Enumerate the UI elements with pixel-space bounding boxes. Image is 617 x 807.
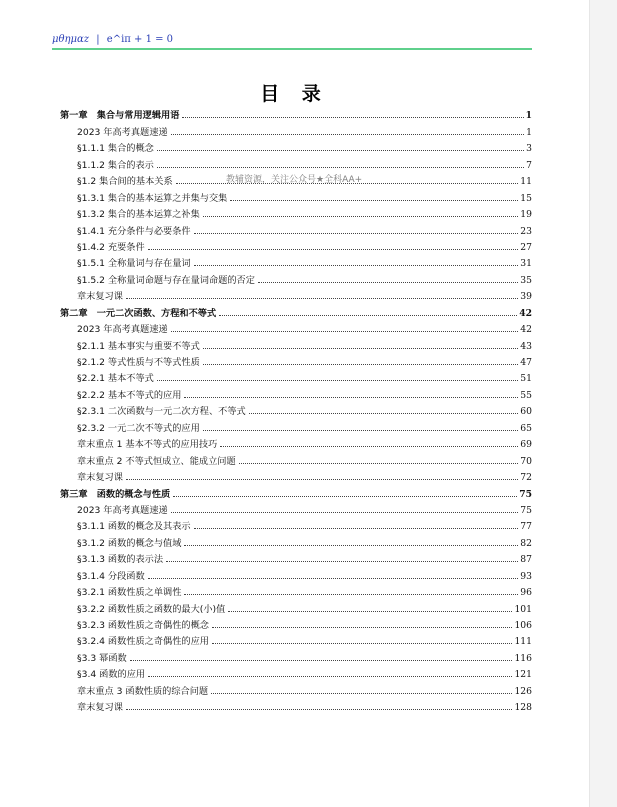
toc-entry-label: 第一章 集合与常用逻辑用语 — [60, 110, 180, 122]
dot-leader — [194, 528, 519, 529]
dot-leader — [166, 561, 518, 562]
toc-entry-label: §3.2.4 函数性质之奇偶性的应用 — [77, 636, 209, 648]
dot-leader — [220, 446, 518, 447]
toc-section-entry[interactable] — [60, 450, 532, 466]
toc-entry-label: §2.2.2 基本不等式的应用 — [77, 389, 182, 401]
dot-leader — [171, 331, 519, 332]
toc-entry-label: §1.5.2 全称量词命题与存在量词命题的否定 — [77, 274, 255, 286]
toc-entry-label: §1.4.2 充要条件 — [77, 241, 145, 253]
header-brand: μθημαz — [52, 34, 90, 45]
dot-leader — [148, 676, 512, 677]
toc-page-number: 7 — [526, 159, 532, 171]
toc-page-number: 1 — [525, 110, 532, 122]
dot-leader — [212, 643, 512, 644]
toc-section-entry[interactable] — [60, 434, 532, 450]
header-separator: | — [96, 34, 100, 45]
dot-leader — [148, 249, 519, 250]
toc-page-number: 42 — [520, 324, 532, 336]
toc-section-entry[interactable] — [60, 565, 532, 581]
toc-page-number: 47 — [520, 357, 532, 368]
dot-leader — [211, 693, 512, 694]
toc-page-number: 15 — [520, 192, 532, 204]
dot-leader — [171, 512, 519, 513]
dot-leader — [258, 282, 518, 283]
toc-section-entry[interactable] — [60, 138, 532, 154]
toc-page-number: 51 — [520, 373, 532, 385]
toc-entry-label: §3.2.3 函数性质之奇偶性的概念 — [77, 620, 209, 631]
toc-entry-label: §2.1.1 基本事实与重要不等式 — [77, 340, 200, 352]
toc-entry-label: §1.2 集合间的基本关系 — [77, 176, 173, 188]
toc-section-entry[interactable] — [60, 319, 532, 335]
toc-entry-label: 第三章 函数的概念与性质 — [60, 488, 171, 500]
header-rule — [52, 48, 532, 50]
toc-page-number: 60 — [520, 406, 532, 418]
toc-page-number: 75 — [519, 488, 532, 500]
toc-section-entry[interactable] — [60, 467, 532, 483]
toc-section-entry[interactable] — [60, 368, 532, 384]
scrollbar[interactable] — [589, 0, 617, 807]
toc-entry-label: §3.1.4 分段函数 — [77, 570, 145, 582]
dot-leader — [157, 380, 518, 381]
toc-page-number: 101 — [514, 603, 532, 615]
dot-leader — [194, 233, 519, 234]
toc-page-number: 116 — [514, 652, 532, 664]
toc-entry-label: 2023 年高考真题速递 — [77, 126, 168, 138]
toc-entry-label: 第二章 一元二次函数、方程和不等式 — [60, 307, 217, 319]
dot-leader — [203, 364, 519, 365]
dot-leader — [228, 611, 512, 612]
dot-leader — [184, 397, 518, 398]
toc-entry-label: §3.2.1 函数性质之单调性 — [77, 587, 182, 599]
toc-entry-label: §3.1.2 函数的概念与值域 — [77, 537, 182, 549]
dot-leader — [126, 709, 513, 710]
toc-entry-label: 章末复习课 — [77, 472, 123, 484]
toc-page-number: 31 — [520, 258, 532, 270]
dot-leader — [173, 496, 517, 497]
toc-entry-label: §1.1.1 集合的概念 — [77, 143, 154, 155]
toc-entry-label: §1.1.2 集合的表示 — [77, 159, 154, 171]
toc-page-number: 65 — [520, 422, 532, 434]
toc-page-number: 3 — [526, 143, 532, 155]
toc-chapter-entry[interactable] — [60, 105, 532, 121]
toc-section-entry[interactable] — [60, 647, 532, 663]
toc-page-number: 42 — [519, 307, 532, 319]
toc-section-entry[interactable] — [60, 615, 532, 631]
toc-section-entry[interactable] — [60, 664, 532, 680]
toc-entry-label: §1.5.1 全称量词与存在量词 — [77, 258, 191, 270]
toc-entry-label: 2023 年高考真题速递 — [77, 504, 168, 516]
toc-page-number: 27 — [520, 241, 532, 253]
toc-page-number: 96 — [520, 587, 532, 599]
dot-leader — [219, 315, 517, 316]
toc-page-number: 75 — [520, 504, 532, 516]
toc-page-number: 121 — [514, 669, 532, 681]
toc-page-number: 126 — [514, 685, 532, 697]
dot-leader — [203, 216, 519, 217]
toc-page-number: 55 — [520, 389, 532, 401]
toc-page-number: 70 — [520, 455, 532, 467]
toc-section-entry[interactable] — [60, 384, 532, 400]
toc-page-number: 39 — [520, 291, 532, 303]
toc-entry-label: §1.3.1 集合的基本运算之并集与交集 — [77, 192, 228, 204]
toc-page-number: 35 — [520, 274, 532, 286]
dot-leader — [148, 578, 519, 579]
toc-section-entry[interactable] — [60, 237, 532, 253]
toc-section-entry[interactable] — [60, 516, 532, 532]
toc-page-number: 19 — [520, 209, 532, 221]
header-formula: e^iπ + 1 = 0 — [106, 34, 174, 45]
toc-section-entry[interactable] — [60, 697, 532, 713]
toc-page-number: 106 — [514, 620, 532, 631]
toc-chapter-entry[interactable] — [60, 302, 532, 318]
toc-entry-label: §3.1.3 函数的表示法 — [77, 554, 164, 566]
toc-section-entry[interactable] — [60, 121, 532, 137]
toc-entry-label: §2.2.1 基本不等式 — [77, 373, 154, 385]
toc-section-entry[interactable] — [60, 352, 532, 368]
dot-leader — [157, 167, 524, 168]
dot-leader — [239, 463, 519, 464]
toc-page-number: 23 — [520, 225, 532, 237]
toc-section-entry[interactable] — [60, 401, 532, 417]
toc-entry-label: §2.3.2 一元二次不等式的应用 — [77, 422, 200, 434]
dot-leader — [194, 265, 519, 266]
toc-entry-label: §2.3.1 二次函数与一元二次方程、不等式 — [77, 406, 246, 418]
toc-page-number: 69 — [520, 439, 532, 451]
toc-page-number: 77 — [520, 521, 532, 533]
toc-section-entry[interactable] — [60, 500, 532, 516]
toc-entry-label: 章末重点 1 基本不等式的应用技巧 — [77, 439, 218, 451]
toc-section-entry[interactable] — [60, 549, 532, 565]
toc-entry-label: §3.1.1 函数的概念及其表示 — [77, 521, 191, 533]
toc-entry-label: §3.4 函数的应用 — [77, 669, 146, 681]
toc-entry-label: 章末重点 2 不等式恒成立、能成立问题 — [77, 455, 236, 467]
toc-entry-label: 2023 年高考真题速递 — [77, 324, 168, 336]
dot-leader — [184, 545, 518, 546]
toc-page-number: 1 — [526, 126, 532, 138]
toc-chapter-entry[interactable] — [60, 483, 532, 499]
table-of-contents — [60, 105, 532, 713]
toc-section-entry[interactable] — [60, 417, 532, 433]
toc-entry-label: §1.3.2 集合的基本运算之补集 — [77, 209, 200, 221]
toc-entry-label: 章末重点 3 函数性质的综合问题 — [77, 685, 209, 697]
toc-section-entry[interactable] — [60, 187, 532, 203]
dot-leader — [203, 348, 519, 349]
dot-leader — [212, 627, 512, 628]
toc-page-number: 72 — [520, 472, 532, 484]
running-header — [52, 34, 173, 45]
toc-section-entry[interactable] — [60, 582, 532, 598]
toc-section-entry[interactable] — [60, 335, 532, 351]
dot-leader — [249, 413, 519, 414]
toc-entry-label: §1.4.1 充分条件与必要条件 — [77, 225, 191, 237]
dot-leader — [182, 117, 523, 118]
toc-page-number: 43 — [520, 340, 532, 352]
toc-section-entry[interactable] — [60, 532, 532, 548]
watermark-text: 教辅资源，关注公众号★全科AA+ — [226, 175, 363, 185]
toc-section-entry[interactable] — [60, 631, 532, 647]
toc-section-entry[interactable] — [60, 598, 532, 614]
toc-page-number: 87 — [520, 554, 532, 566]
toc-section-entry[interactable] — [60, 269, 532, 285]
toc-page-number: 11 — [520, 176, 532, 188]
dot-leader — [126, 479, 518, 480]
toc-entry-label: §2.1.2 等式性质与不等式性质 — [77, 357, 200, 368]
dot-leader — [126, 298, 518, 299]
toc-page-number: 128 — [514, 702, 532, 714]
toc-entry-label: 章末复习课 — [77, 702, 123, 714]
dot-leader — [157, 150, 524, 151]
page-title: 目 录 — [260, 83, 329, 105]
dot-leader — [171, 134, 525, 135]
toc-page-number: 93 — [520, 570, 532, 582]
toc-entry-label: §3.3 幂函数 — [77, 652, 127, 664]
toc-section-entry[interactable] — [60, 286, 532, 302]
toc-entry-label: §3.2.2 函数性质之函数的最大(小)值 — [77, 603, 226, 615]
toc-section-entry[interactable] — [60, 204, 532, 220]
dot-leader — [184, 594, 518, 595]
toc-section-entry[interactable] — [60, 680, 532, 696]
dot-leader — [203, 430, 519, 431]
toc-section-entry[interactable] — [60, 154, 532, 170]
toc-entry-label: 章末复习课 — [77, 291, 123, 303]
toc-page-number: 111 — [514, 636, 532, 648]
toc-section-entry[interactable] — [60, 220, 532, 236]
dot-leader — [230, 200, 518, 201]
toc-section-entry[interactable] — [60, 253, 532, 269]
toc-page-number: 82 — [520, 537, 532, 549]
dot-leader — [130, 660, 513, 661]
